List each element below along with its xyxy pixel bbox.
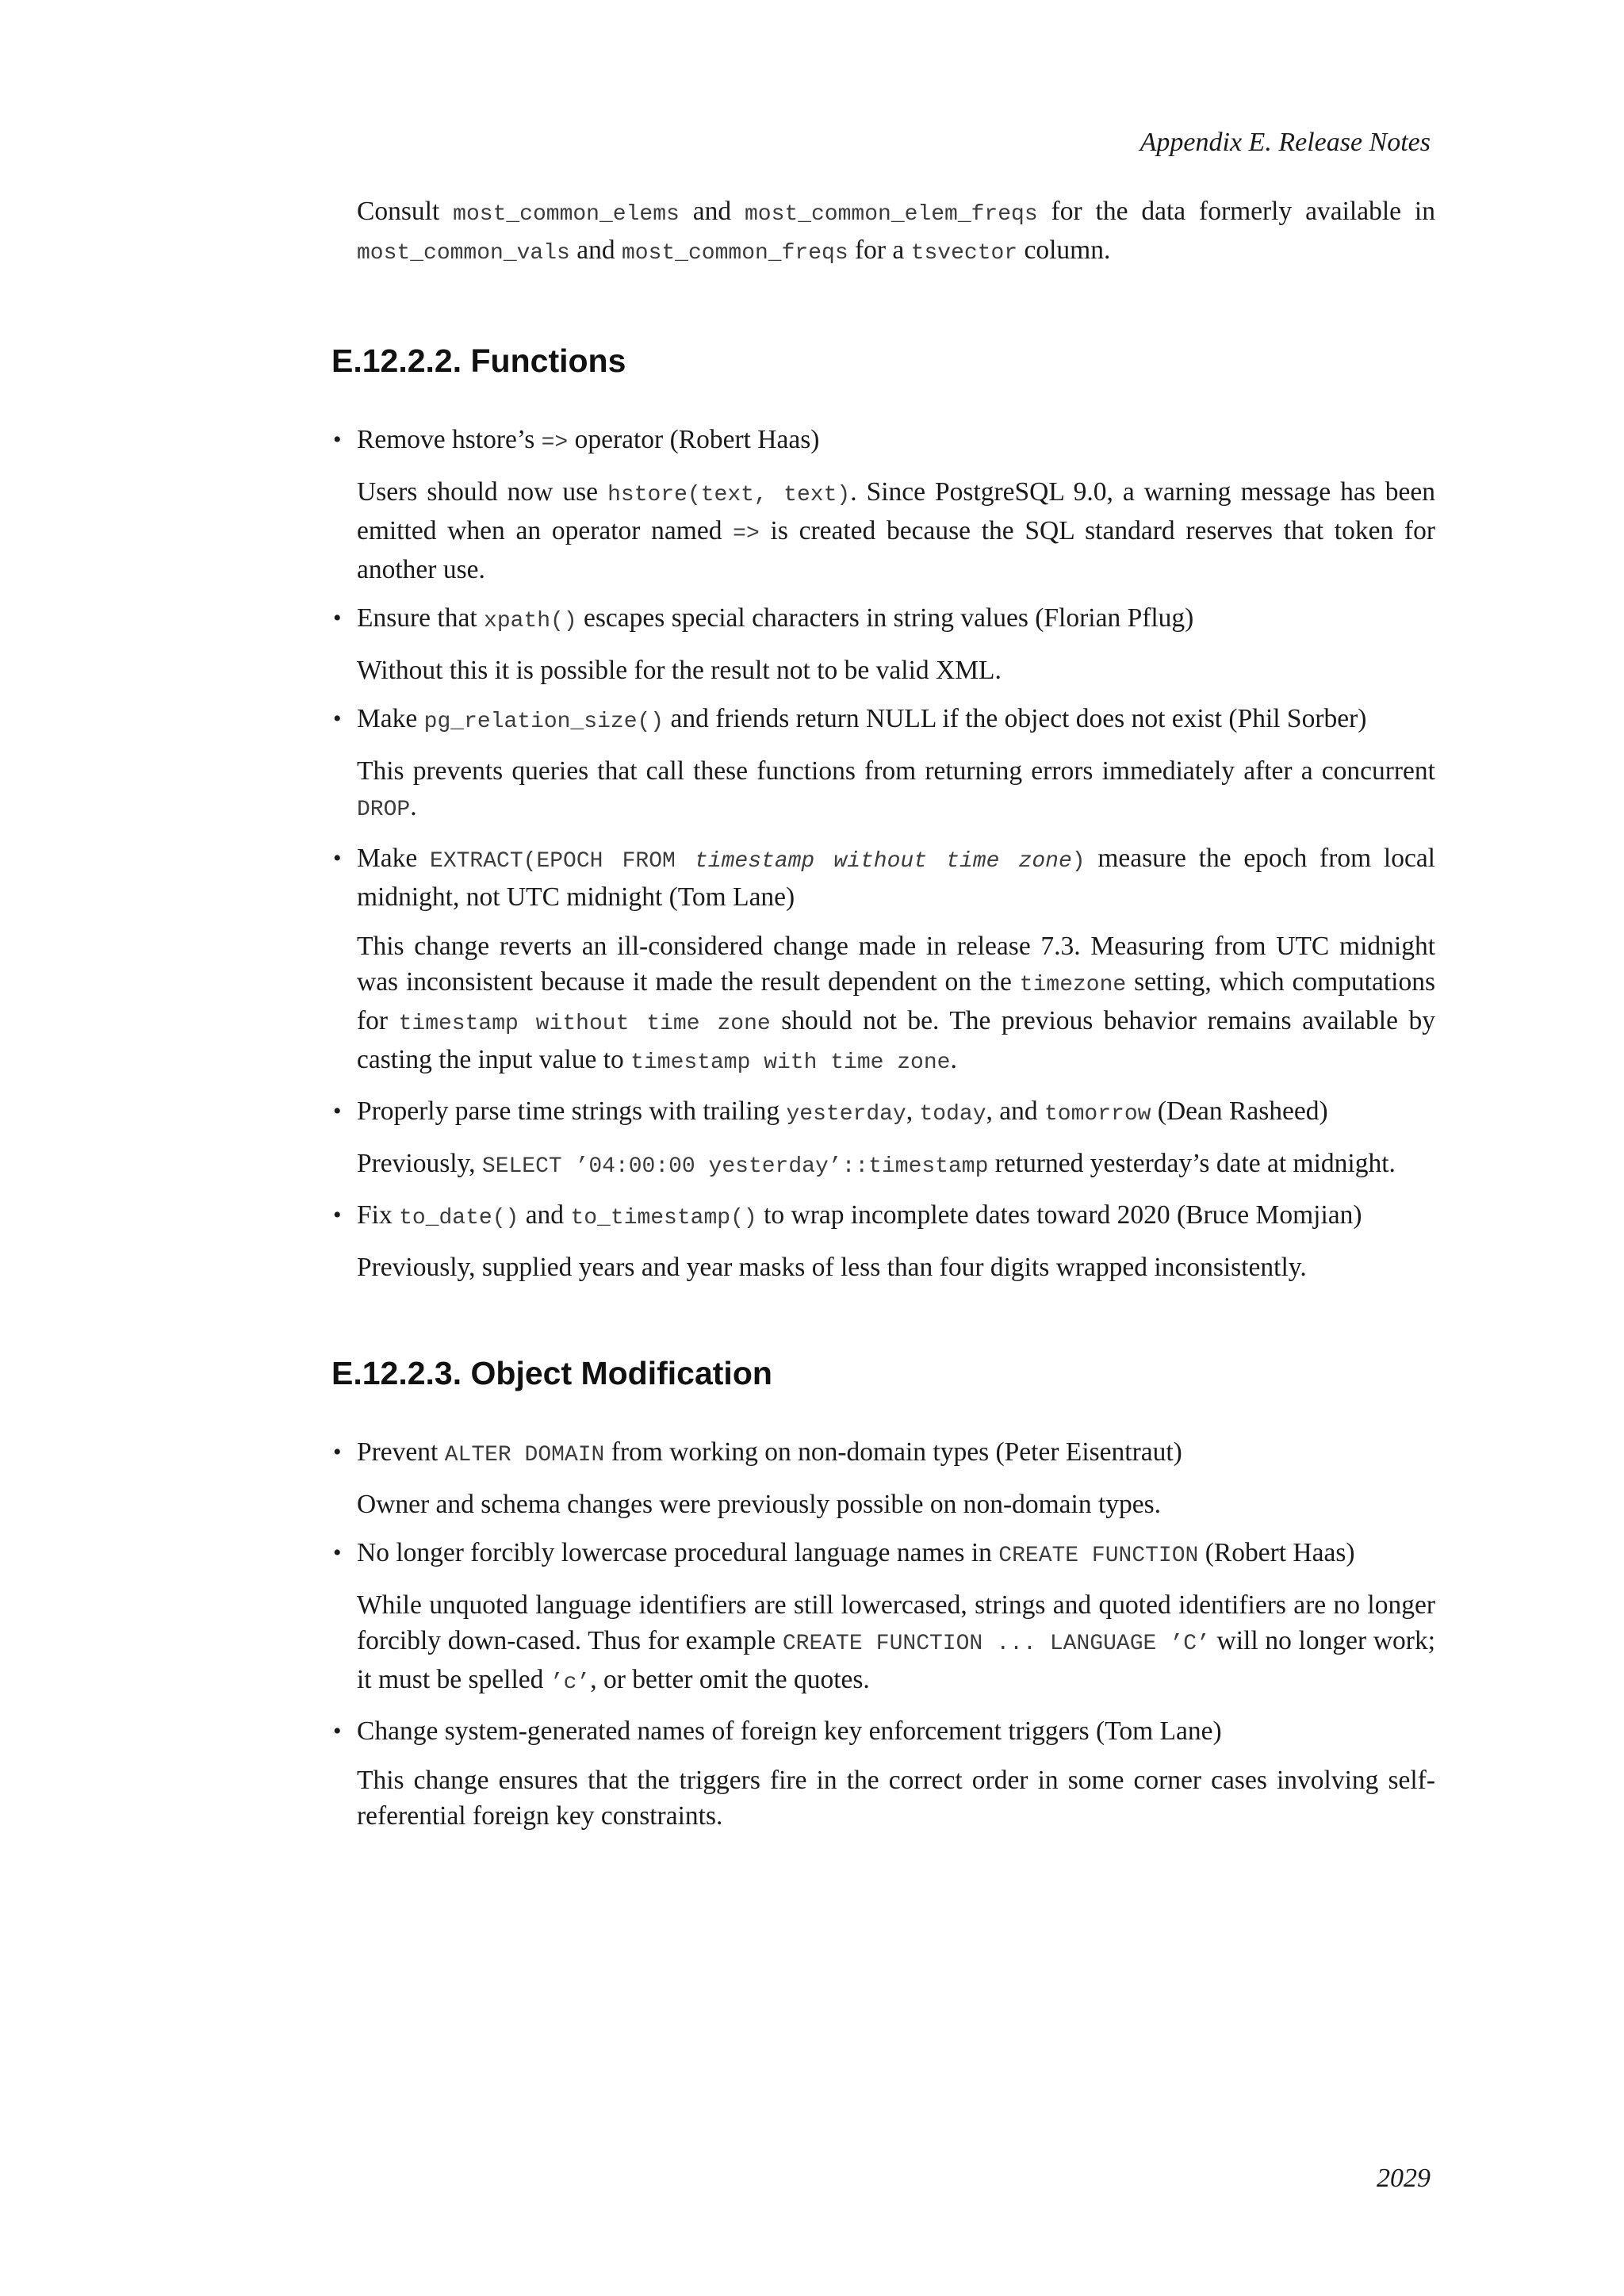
text: and — [519, 1200, 571, 1230]
item-description: Previously, supplied years and year masks of less than four digits wrapped inconsistently. — [357, 1253, 1307, 1282]
item-description: Without this it is possible for the result not to be valid XML. — [357, 656, 1002, 685]
section-heading-functions: E.12.2.2. Functions — [331, 342, 626, 379]
item-description: Owner and schema changes were previously possible on non-domain types. — [357, 1490, 1162, 1519]
text: for the data formerly available in — [1037, 197, 1435, 226]
text: Prevent — [357, 1437, 445, 1467]
bullet: • — [333, 845, 342, 871]
code: CREATE FUNCTION — [998, 1544, 1199, 1568]
code: to_date() — [399, 1206, 519, 1230]
code: ) — [1071, 849, 1086, 874]
item-lead — [357, 600, 1435, 639]
code: hstore(text, text) — [607, 483, 851, 507]
code-most-common-freqs: most_common_freqs — [621, 241, 848, 266]
code-most-common-elems: most_common_elems — [453, 202, 680, 227]
code: timezone — [1019, 973, 1127, 997]
list-item — [333, 422, 1436, 587]
text: Fix — [357, 1200, 400, 1230]
bullet: • — [333, 706, 342, 732]
text: Ensure that — [357, 603, 485, 633]
text: escapes special characters in string values (Florian Pflug) — [576, 603, 1194, 633]
code: DROP — [357, 798, 411, 822]
list-item — [333, 600, 1435, 688]
code: today — [919, 1102, 986, 1127]
text: , or better omit the quotes. — [590, 1665, 870, 1694]
code: to_timestamp() — [570, 1206, 757, 1230]
text: will no longer work; it must be spelled — [357, 1626, 1435, 1694]
list-item — [333, 1434, 1435, 1522]
code: timestamp with time zone — [630, 1050, 951, 1075]
list-item — [333, 1093, 1435, 1184]
item-description — [357, 1587, 1435, 1701]
page-content — [331, 193, 1436, 1834]
text: Previously, — [357, 1149, 482, 1178]
bullet: • — [333, 1540, 342, 1566]
code: => — [733, 522, 760, 546]
list-item — [333, 1713, 1435, 1834]
running-header: Appendix E. Release Notes — [1139, 128, 1431, 157]
code: yesterday — [786, 1102, 906, 1127]
item-description — [357, 928, 1435, 1081]
code: pg_relation_size() — [423, 710, 665, 734]
text: This change reverts an ill-considered change made in release 7.3. Measuring from UTC midnight was inconsistent because it made the result dependent on the — [357, 932, 1435, 997]
text: Make — [357, 844, 431, 873]
text: should not be. The previous behavior remains available by casting the input value to — [357, 1006, 1436, 1074]
code: ALTER DOMAIN — [444, 1443, 605, 1468]
item-description: This change ensures that the triggers fire in the correct order in some corner cases involving self-referential foreign key constraints. — [357, 1766, 1435, 1831]
bullet: • — [333, 605, 342, 631]
text: for a — [848, 235, 911, 265]
text: . — [950, 1045, 957, 1074]
item-lead — [357, 422, 1435, 461]
text: While unquoted language identifiers are still lowercased, strings and quoted identifiers are no longer forcibly down-cased. Thus for example — [357, 1590, 1435, 1655]
bullet: • — [333, 1098, 342, 1124]
text: Make — [357, 704, 424, 733]
code: tomorrow — [1044, 1102, 1151, 1127]
code-most-common-vals: most_common_vals — [357, 241, 570, 266]
item-lead — [357, 1093, 1435, 1132]
text: , — [906, 1096, 920, 1126]
item-description — [357, 1146, 1435, 1184]
code-italic: timestamp without time zone — [695, 849, 1072, 874]
list-item — [333, 1197, 1435, 1285]
item-lead — [357, 1197, 1435, 1236]
list-item — [333, 701, 1435, 828]
bullet: • — [333, 1718, 342, 1744]
text: Consult — [357, 197, 454, 226]
code: SELECT ’04:00:00 yesterday’::timestamp — [481, 1154, 989, 1179]
page-number: 2029 — [1377, 2164, 1431, 2193]
code: ’c’ — [550, 1670, 591, 1695]
text: (Robert Haas) — [1198, 1538, 1355, 1567]
item-lead — [357, 840, 1435, 915]
item-lead — [357, 1434, 1435, 1473]
list-item — [333, 840, 1436, 1081]
code: timestamp without time zone — [398, 1012, 771, 1036]
code: CREATE FUNCTION ... LANGUAGE ’C’ — [782, 1632, 1210, 1656]
text: from working on non-domain types (Peter Eisentraut) — [604, 1437, 1182, 1467]
text: column. — [1017, 235, 1111, 265]
bullet: • — [333, 1202, 342, 1228]
item-lead: Change system-generated names of foreign key enforcement triggers (Tom Lane) — [357, 1716, 1222, 1746]
text: operator (Robert Haas) — [568, 425, 820, 454]
code: => — [541, 430, 569, 455]
text: to wrap incomplete dates toward 2020 (Bruce Momjian) — [756, 1200, 1362, 1230]
item-lead — [357, 1535, 1435, 1574]
text: returned yesterday’s date at midnight. — [988, 1149, 1396, 1178]
text: (Dean Rasheed) — [1151, 1096, 1328, 1126]
list-item — [333, 1535, 1435, 1701]
code-most-common-elem-freqs: most_common_elem_freqs — [744, 202, 1038, 227]
text: . Since PostgreSQL 9.0, a warning message has been emitted when an operator named — [357, 477, 1436, 545]
text: No longer forcibly lowercase procedural language names in — [357, 1538, 999, 1567]
text: , and — [986, 1096, 1044, 1126]
text: Properly parse time strings with trailing — [357, 1096, 787, 1126]
text: Users should now use — [357, 477, 608, 507]
text: and friends return NULL if the object does not exist (Phil Sorber) — [664, 704, 1367, 733]
item-lead — [357, 701, 1435, 740]
code: xpath() — [484, 609, 577, 633]
code-tsvector: tsvector — [910, 241, 1018, 266]
bullet: • — [333, 1439, 342, 1465]
text: measure the epoch from local midnight, not UTC midnight (Tom Lane) — [357, 844, 1435, 912]
text: . — [410, 792, 417, 821]
text: setting, which computations for — [357, 967, 1435, 1035]
text: and — [569, 235, 622, 265]
code: EXTRACT(EPOCH FROM — [430, 849, 695, 874]
item-description — [357, 753, 1435, 828]
bullet: • — [333, 427, 342, 453]
section-heading-object-modification: E.12.2.3. Object Modification — [331, 1355, 772, 1391]
text: Remove hstore’s — [357, 425, 542, 454]
intro-paragraph — [357, 193, 1435, 271]
text: is created because the SQL standard reserves that token for another use. — [357, 516, 1435, 584]
item-description — [357, 474, 1435, 587]
text: This prevents queries that call these functions from returning errors immediately after a concurrent — [357, 756, 1435, 786]
text: and — [679, 197, 745, 226]
